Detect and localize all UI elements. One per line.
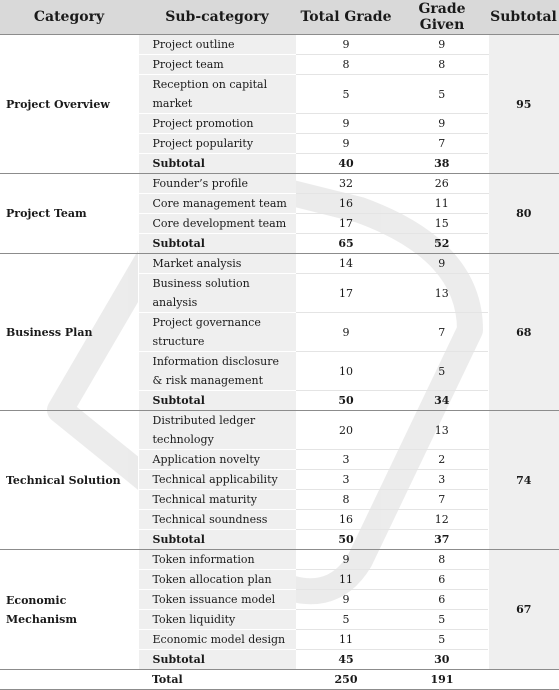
grade-given-cell: 52 — [396, 234, 488, 254]
total-grade-cell: 11 — [296, 630, 396, 650]
header-subtotal: Subtotal — [488, 0, 559, 35]
sub-category-cell: Project team — [138, 55, 296, 75]
grand-total-label: Total — [138, 670, 296, 690]
sub-category-cell: Token information — [138, 550, 296, 570]
total-grade-cell: 65 — [296, 234, 396, 254]
subtotal-label: Subtotal — [138, 650, 296, 670]
sub-category-cell: Information disclosure & risk management — [138, 352, 296, 391]
sub-category-cell: Project governance structure — [138, 313, 296, 352]
category-cell: Project Team — [0, 174, 138, 254]
sub-category-cell: Core management team — [138, 194, 296, 214]
grade-given-cell: 37 — [396, 530, 488, 550]
table-row — [0, 254, 559, 274]
total-grade-cell: 5 — [296, 75, 396, 114]
total-grade-cell: 14 — [296, 254, 396, 274]
grade-given-cell: 7 — [396, 490, 488, 510]
grade-given-cell: 6 — [396, 570, 488, 590]
sub-category-cell: Token liquidity — [138, 610, 296, 630]
total-grade-cell: 50 — [296, 530, 396, 550]
group-subtotal-cell: 95 — [488, 35, 559, 174]
sub-category-cell: Founder’s profile — [138, 174, 296, 194]
subtotal-label: Subtotal — [138, 391, 296, 411]
total-grade-cell: 5 — [296, 610, 396, 630]
sub-category-cell: Token allocation plan — [138, 570, 296, 590]
total-grade-cell: 10 — [296, 352, 396, 391]
table-body — [0, 35, 559, 690]
sub-category-cell: Project outline — [138, 35, 296, 55]
category-cell: Economic Mechanism — [0, 550, 138, 670]
header-total-grade: Total Grade — [296, 0, 396, 35]
subtotal-label: Subtotal — [138, 530, 296, 550]
total-grade-cell: 17 — [296, 214, 396, 234]
category-cell: Technical Solution — [0, 411, 138, 550]
sub-category-cell: Distributed ledger technology — [138, 411, 296, 450]
total-grade-cell: 9 — [296, 313, 396, 352]
sub-category-cell: Technical maturity — [138, 490, 296, 510]
grade-given-cell: 2 — [396, 450, 488, 470]
header-sub-category: Sub-category — [138, 0, 296, 35]
grade-given-cell: 26 — [396, 174, 488, 194]
grade-given-cell: 13 — [396, 411, 488, 450]
grade-given-cell: 8 — [396, 55, 488, 75]
sub-category-cell: Core development team — [138, 214, 296, 234]
grade-given-cell: 8 — [396, 550, 488, 570]
group-subtotal-cell: 68 — [488, 254, 559, 411]
grade-given-cell: 5 — [396, 75, 488, 114]
total-grade-cell: 9 — [296, 550, 396, 570]
grade-given-cell: 11 — [396, 194, 488, 214]
grade-given-cell: 7 — [396, 313, 488, 352]
grade-given-cell: 34 — [396, 391, 488, 411]
subtotal-label: Subtotal — [138, 154, 296, 174]
total-grade-cell: 17 — [296, 274, 396, 313]
header-grade-given: Grade Given — [396, 0, 488, 35]
table-row — [0, 411, 559, 450]
grade-given-cell: 30 — [396, 650, 488, 670]
total-grade-cell: 50 — [296, 391, 396, 411]
grade-given-cell: 9 — [396, 254, 488, 274]
grade-given-cell: 9 — [396, 114, 488, 134]
grade-given-cell: 6 — [396, 590, 488, 610]
grand-total-grade: 250 — [296, 670, 396, 690]
total-grade-cell: 9 — [296, 35, 396, 55]
grade-given-cell: 13 — [396, 274, 488, 313]
header-row — [0, 0, 559, 35]
sub-category-cell: Project promotion — [138, 114, 296, 134]
sub-category-cell: Technical applicability — [138, 470, 296, 490]
total-grade-cell: 8 — [296, 490, 396, 510]
category-cell: Business Plan — [0, 254, 138, 411]
empty-cell — [488, 670, 559, 690]
grade-given-cell: 15 — [396, 214, 488, 234]
header-category: Category — [0, 0, 138, 35]
sub-category-cell: Technical soundness — [138, 510, 296, 530]
group-subtotal-cell: 74 — [488, 411, 559, 550]
grade-given-cell: 5 — [396, 610, 488, 630]
total-grade-cell: 9 — [296, 114, 396, 134]
total-grade-cell: 11 — [296, 570, 396, 590]
empty-cell — [0, 670, 138, 690]
total-grade-cell: 9 — [296, 590, 396, 610]
total-grade-cell: 20 — [296, 411, 396, 450]
grade-given-cell: 3 — [396, 470, 488, 490]
total-grade-cell: 9 — [296, 134, 396, 154]
total-grade-cell: 8 — [296, 55, 396, 75]
sub-category-cell: Reception on capital market — [138, 75, 296, 114]
sub-category-cell: Project popularity — [138, 134, 296, 154]
total-grade-cell: 32 — [296, 174, 396, 194]
group-subtotal-cell: 67 — [488, 550, 559, 670]
sub-category-cell: Market analysis — [138, 254, 296, 274]
total-grade-cell: 45 — [296, 650, 396, 670]
table-row — [0, 174, 559, 194]
grade-given-cell: 5 — [396, 630, 488, 650]
total-grade-cell: 16 — [296, 510, 396, 530]
grade-given-cell: 38 — [396, 154, 488, 174]
total-grade-cell: 3 — [296, 450, 396, 470]
grade-given-cell: 5 — [396, 352, 488, 391]
category-cell: Project Overview — [0, 35, 138, 174]
group-subtotal-cell: 80 — [488, 174, 559, 254]
sub-category-cell: Economic model design — [138, 630, 296, 650]
sub-category-cell: Application novelty — [138, 450, 296, 470]
sub-category-cell: Business solution analysis — [138, 274, 296, 313]
grand-total-given: 191 — [396, 670, 488, 690]
subtotal-label: Subtotal — [138, 234, 296, 254]
grade-given-cell: 12 — [396, 510, 488, 530]
sub-category-cell: Token issuance model — [138, 590, 296, 610]
grade-given-cell: 9 — [396, 35, 488, 55]
total-grade-cell: 16 — [296, 194, 396, 214]
table-row — [0, 35, 559, 55]
total-grade-cell: 40 — [296, 154, 396, 174]
table-row — [0, 550, 559, 570]
grand-total-row — [0, 670, 559, 690]
total-grade-cell: 3 — [296, 470, 396, 490]
grade-given-cell: 7 — [396, 134, 488, 154]
